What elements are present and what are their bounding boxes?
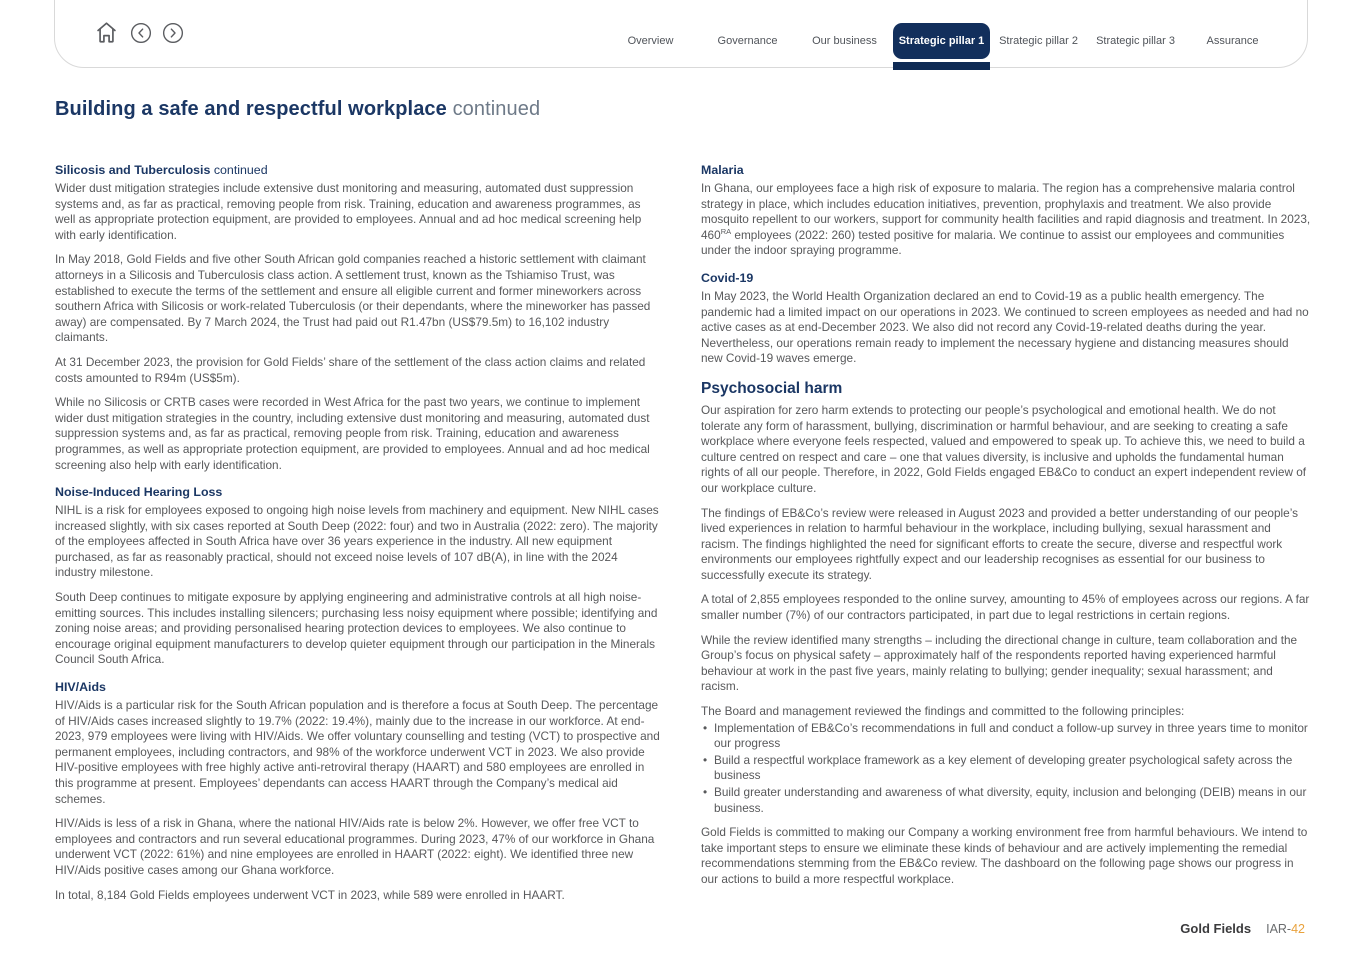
- heading-psychosocial-harm: Psychosocial harm: [701, 379, 843, 397]
- heading-covid-19: Covid-19: [701, 270, 754, 285]
- page-title-main: Building a safe and respectful workplace: [55, 98, 447, 120]
- tab-strategic-pillar-1[interactable]: Strategic pillar 1: [893, 23, 990, 59]
- tab-overview[interactable]: Overview: [627, 35, 674, 47]
- paragraph: A total of 2,855 employees responded to the online survey, amounting to 45% of employees across our regions. A far smaller number (7%) of our contractors participated, in part due to legal restrictions in certain regions.: [701, 592, 1310, 623]
- paragraph: At 31 December 2023, the provision for Gold Fields’ share of the settlement of the class action claims and related costs amounted to R94m (US$5m).: [55, 354, 646, 385]
- paragraph: Our aspiration for zero harm extends to protecting our people’s psychological and emotional health. We do not tolerate any form of harassment, bullying, discrimination or harmful behaviour, and are seeking to creating a safe workplace where everyone feels respected, valued and empowered to speak up. To achieve this, we need to build a culture centred on respect and care – one that values diversity, is inclusive and upholds the fundamental human rights of all our people. Therefore, in 2022, Gold Fields engaged EB&Co to conduct an expert independent review of our workplace culture.: [701, 402, 1307, 495]
- heading-noise-induced-hearing-loss: Noise-Induced Hearing Loss: [55, 485, 223, 500]
- page-number: 42: [1291, 922, 1305, 936]
- page-title-suffix: continued: [452, 98, 541, 120]
- paragraph: [701, 181, 1311, 259]
- heading-malaria: Malaria: [701, 163, 744, 177]
- list-item: • Build a respectful workplace framework as a key element of developing greater psychological safety across the business: [701, 753, 1311, 784]
- home-icon: [93, 19, 120, 49]
- list-item: • Build greater understanding and awareness of what diversity, equity, inclusion and belonging (DEIB) means in our business.: [701, 785, 1311, 816]
- tab-strategic-pillar-2[interactable]: Strategic pillar 2: [999, 35, 1078, 47]
- content-columns: [55, 163, 1311, 912]
- paragraph: HIV/Aids is less of a risk in Ghana, where the national HIV/Aids rate is below 2%. However, we offer free VCT to employees and contractors and run several educational programmes. During 2023, 47% of our workforce in Ghana underwent VCT (2022: 61%) and nine employees are enrolled in HAART (2022: eight). We identified three new HIV/Aids positive cases among our Ghana workforce.: [55, 816, 655, 877]
- page-footer: [1180, 921, 1305, 936]
- ra-superscript: RA: [720, 226, 732, 236]
- tab-strategic-pillar-3[interactable]: Strategic pillar 3: [1096, 35, 1175, 47]
- heading-hiv-aids: HIV/Aids: [55, 680, 106, 695]
- top-navbar: [54, 0, 1308, 68]
- chevron-left-circle-icon: [130, 22, 152, 47]
- heading-silicosis-tuberculosis: [55, 163, 661, 178]
- principles-list: [701, 721, 1311, 817]
- paragraph: NIHL is a risk for employees exposed to ongoing high noise levels from machinery and equipment. New NIHL cases increased slightly, with six cases reported at South Deep (2022: four) and two in Australia (2022: zero). The majority of the employees affected in South Africa have over 36 years experience in the industry. All new equipment purchased, as far as reasonably practical, should not exceed noise levels of 107 dB(A), in line with the 2024 industry milestone.: [55, 503, 659, 580]
- paragraph: In total, 8,184 Gold Fields employees underwent VCT in 2023, while 589 were enrolled in HAART.: [55, 887, 565, 902]
- list-item: • Implementation of EB&Co’s recommendations in full and conduct a follow-up survey in three years time to monitor our progress: [701, 721, 1311, 752]
- nav-icon-group: [93, 19, 184, 49]
- page-title: [55, 98, 540, 121]
- navbar-inner: [55, 1, 1307, 67]
- footer-brand: Gold Fields: [1180, 921, 1252, 936]
- tab-our-business[interactable]: Our business: [812, 35, 877, 47]
- paragraph: The findings of EB&Co’s review were released in August 2023 and provided a better understanding of our people’s lived experiences in relation to harmful behaviour in the workplace, including bullying, sexual harassment and racism. The findings highlighted the need for significant efforts to create the secure, diverse and respectful work environments our employees rightfully expect and our leadership recognises as essential for our business to successfully execute its strategy.: [701, 505, 1299, 582]
- heading-suffix: continued: [213, 163, 268, 177]
- back-button[interactable]: [130, 22, 152, 47]
- left-column: [55, 163, 661, 912]
- nav-tabs: [602, 23, 1281, 59]
- chevron-right-circle-icon: [162, 22, 184, 47]
- paragraph: Gold Fields is committed to making our Company a working environment free from harmful behaviours. We intend to take important steps to ensure we eliminate these kinds of behaviour and are actively implementing the remedial recommendations stemming from the EB&Co review. The dashboard on the following page shows our progress in our actions to build a more respectful workplace.: [701, 825, 1308, 886]
- tab-governance[interactable]: Governance: [717, 35, 778, 47]
- right-column: [701, 163, 1311, 912]
- page-reference: [1266, 922, 1305, 936]
- paragraph: While the review identified many strengths – including the directional change in culture, team collaboration and the Group’s focus on physical safety – approximately half of the respondents reported having experienced harmful behaviour at work in the past five years, mainly relating to bullying; gender inequality; sexual harassment; and racism.: [701, 632, 1298, 694]
- page-label: IAR-: [1266, 922, 1292, 936]
- paragraph: South Deep continues to mitigate exposure by applying engineering and administrative controls at all high noise-emitting sources. This includes installing silencers; purchasing less noisy equipment where possible; identifying and zoning noise areas; and providing personalised hearing protection devices to employees. We also continue to encourage original equipment manufacturers to develop quieter equipment through our participation in the Minerals Council South Africa.: [55, 590, 658, 667]
- paragraph: Wider dust mitigation strategies include extensive dust monitoring and measuring, automated dust suppression systems and, as far as practical, removing people from risk. Training, education and awareness programmes, as well as appropriate protection equipment, are provided to employees. Annual and ad hoc medical screening help with early identification.: [55, 181, 642, 242]
- paragraph-text: employees (2022: 260) tested positive for malaria. We continue to assist our employees and communities under the indoor spraying programme.: [701, 227, 1285, 258]
- forward-button[interactable]: [162, 22, 184, 47]
- heading-text: Silicosis and Tuberculosis: [55, 163, 211, 177]
- paragraph: While no Silicosis or CRTB cases were recorded in West Africa for the past two years, we continue to implement wider dust mitigation strategies in the country, including extensive dust monitoring and measuring, automated dust suppression systems and, as far as practical, removing people from risk. Training, education and awareness programmes, as well as appropriate protection equipment, are provided to employees. Annual and ad hoc medical screening also help with early identification.: [55, 395, 650, 472]
- principles-intro: The Board and management reviewed the findings and committed to the following principles:: [701, 704, 1185, 719]
- home-button[interactable]: [93, 19, 120, 49]
- paragraph: In May 2023, the World Health Organization declared an end to Covid-19 as a public health emergency. The pandemic had a limited impact on our operations in 2023. We continued to screen employees as needed and had no active cases as at end-December 2023. We also did not record any Covid-19-related deaths during the year. Nevertheless, our operations remain ready to implement the necessary hygiene and distancing measures should new Covid-19 waves emerge.: [701, 288, 1309, 366]
- paragraph-text: In Ghana, our employees face a high risk of exposure to malaria. The region has a comprehensive malaria control strategy in place, which includes education initiatives, prevention, prophylaxis and treatment. We also provide mosquito repellent to our workers, support for community health facilities and rapid diagnosis and treatment. In 2023, 460: [701, 181, 1311, 242]
- tab-assurance[interactable]: Assurance: [1206, 35, 1259, 47]
- paragraph: In May 2018, Gold Fields and five other South African gold companies reached a historic settlement with claimant attorneys in a Silicosis and Tuberculosis class action. A settlement trust, known as the Tshiamiso Trust, was established to execute the terms of the settlement and ensure all eligible current and former mineworkers across southern Africa with Silicosis or work-related Tuberculosis (or their dependants, where the mineworker has passed away) are compensated. By 7 March 2024, the Trust had paid out R1.47bn (US$79.5m) to 16,102 industry claimants.: [55, 252, 651, 345]
- paragraph: HIV/Aids is a particular risk for the South African population and is therefore a focus at South Deep. The percentage of HIV/Aids cases increased slightly to 19.7% (2022: 19.4%), mainly due to the increase in our workforce. At end-2023, 979 employees were living with HIV/Aids. We offer voluntary counselling and testing (VCT) to prospective and permanent employees, including contractors, and 98% of the workforce underwent VCT in 2023. We also provide HIV-positive employees with free highly active anti-retroviral therapy (HAART) and 580 employees are enrolled in this programme at present. Employees’ dependants can access HAART through the Company’s medical aid schemes.: [55, 698, 660, 806]
